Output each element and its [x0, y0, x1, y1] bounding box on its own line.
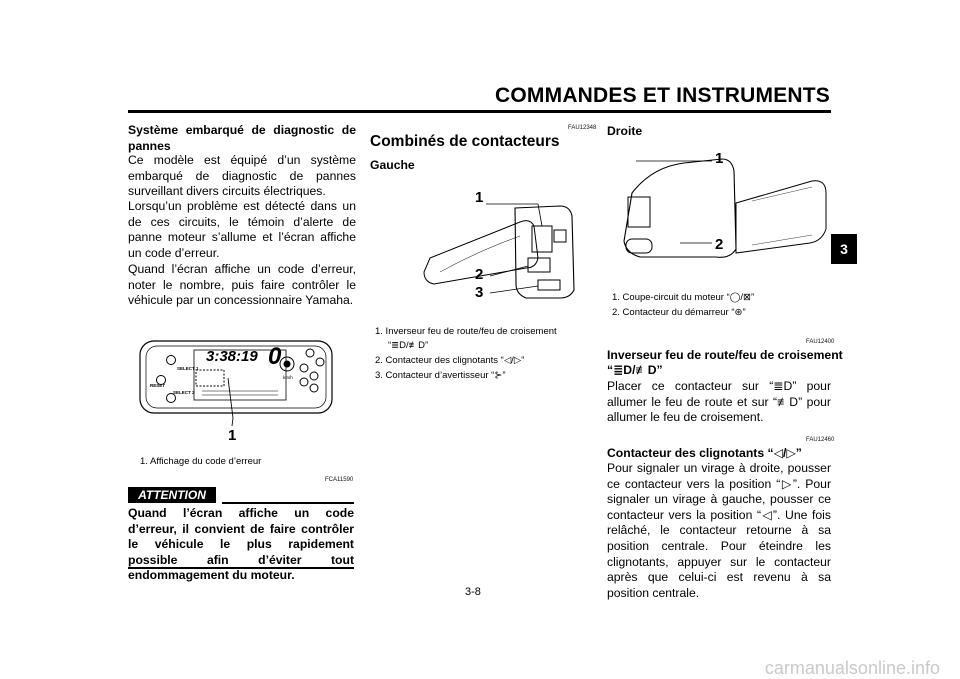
left-figure-callout-2: 2 — [475, 266, 484, 283]
turn-signal-paragraph: Pour signaler un virage à droite, pousser ce contacteur vers la position “▷”. Pour signaler un virage à gauche, pousser ce contacteur vers la position “◁”. Une fois relâché, le contacteur retourne à sa position centrale. Pour éteindre les clignotants, appuyer sur le contacteur après que celui-ci est revenu à sa position centrale. — [607, 461, 831, 600]
high-beam-icon: ≣D — [613, 363, 633, 377]
right-caption-2: 2. Contacteur du démarreur “⊛” — [612, 307, 746, 318]
low-beam-icon: ≢D — [777, 394, 799, 409]
panel-select2-label: SELECT 2 — [173, 390, 195, 395]
panel-unit-label: km/h — [283, 375, 293, 380]
low-beam-icon: ≢D — [408, 340, 426, 351]
page-header-title: COMMANDES ET INSTRUMENTS — [495, 84, 830, 107]
diagnostic-paragraph-2: Lorsqu’un problème est détecté dans un de ces circuits, le témoin d’alerte de panne moteur s’allume et l’écran affiche un code d’erreur. — [128, 199, 356, 260]
turn-right-icon: ▷ — [513, 355, 522, 366]
right-figure-callout-2: 2 — [715, 236, 724, 253]
panel-select1-label: SELECT 1 — [177, 366, 199, 371]
right-caption-1: 1. Coupe-circuit du moteur “◯/⊠” — [612, 292, 755, 303]
left-switch-figure — [420, 180, 600, 310]
reference-code: FAU12400 — [806, 339, 835, 345]
high-beam-icon: ≣D — [391, 340, 406, 351]
horn-icon: ⊱ — [494, 370, 503, 381]
diagnostic-heading: Système embarqué de diagnostic de pannes — [128, 123, 356, 153]
engine-stop-icon: ⊠ — [743, 292, 751, 303]
left-caption-1: 1. Inverseur feu de route/feu de croisement — [375, 326, 557, 337]
right-heading: Droite — [607, 124, 643, 138]
diagnostic-paragraph-1: Ce modèle est équipé d’un système embarqué de diagnostic de pannes surveillant divers circuits électriques. — [128, 153, 356, 199]
left-caption-2: 2. Contacteur des clignotants “◁/▷” — [375, 355, 525, 366]
low-beam-icon: ≢D — [635, 363, 657, 377]
attention-bottom-rule — [128, 567, 354, 569]
section-heading: Combinés de contacteurs — [370, 133, 560, 150]
header-rule — [128, 110, 831, 113]
turn-left-icon: ◁ — [503, 355, 512, 366]
reference-code: FCA11590 — [325, 477, 354, 483]
left-figure-callout-1: 1 — [475, 189, 484, 206]
left-caption-1-symbols: “≣D/≢D” — [388, 340, 429, 351]
figure-caption: 1. Affichage du code d’erreur — [140, 456, 262, 467]
engine-run-icon: ◯ — [729, 292, 741, 303]
panel-digit: 0 — [268, 343, 282, 370]
attention-label: ATTENTION — [128, 487, 216, 503]
turn-signal-heading: Contacteur des clignotants “◁/▷” — [607, 446, 802, 460]
left-caption-3: 3. Contacteur d’avertisseur “⊱” — [375, 370, 506, 381]
dimmer-switch-heading: Inverseur feu de route/feu de croisement — [607, 348, 843, 362]
attention-rule — [222, 502, 354, 504]
subsection-heading: Gauche — [370, 158, 415, 172]
reference-code: FAU12460 — [806, 437, 835, 443]
diagnostic-paragraph-3: Quand l’écran affiche un code d’erreur, noter le nombre, puis faire contrôler le véhicule par un concessionnaire Yamaha. — [128, 262, 356, 308]
figure-callout-1: 1 — [228, 427, 237, 444]
right-figure-callout-1: 1 — [715, 150, 724, 167]
watermark: carmanualsonline.info — [764, 658, 940, 678]
attention-text: Quand l’écran affiche un code d’erreur, il convient de faire contrôler le véhicule le plus rapidement possible afin d’éviter tout endommagement du moteur. — [128, 506, 354, 583]
chapter-tab: 3 — [831, 234, 857, 264]
panel-time-readout: 3:38:19 — [206, 348, 258, 365]
starter-icon: ⊛ — [734, 307, 743, 318]
reference-code: FAU12348 — [568, 125, 597, 131]
turn-right-icon: ▷ — [786, 446, 796, 460]
high-beam-icon: ≣D — [773, 379, 793, 393]
turn-left-icon: ◁ — [773, 446, 783, 460]
panel-reset-label: RESET — [150, 383, 166, 388]
dimmer-switch-paragraph: Placer ce contacteur sur “≣D” pour allumer le feu de route et sur “≢D” pour allumer le feu de croisement. — [607, 379, 832, 425]
page-number: 3-8 — [465, 586, 481, 598]
dimmer-switch-symbols: “≣D/≢D” — [607, 363, 663, 377]
left-figure-callout-3: 3 — [475, 284, 484, 301]
